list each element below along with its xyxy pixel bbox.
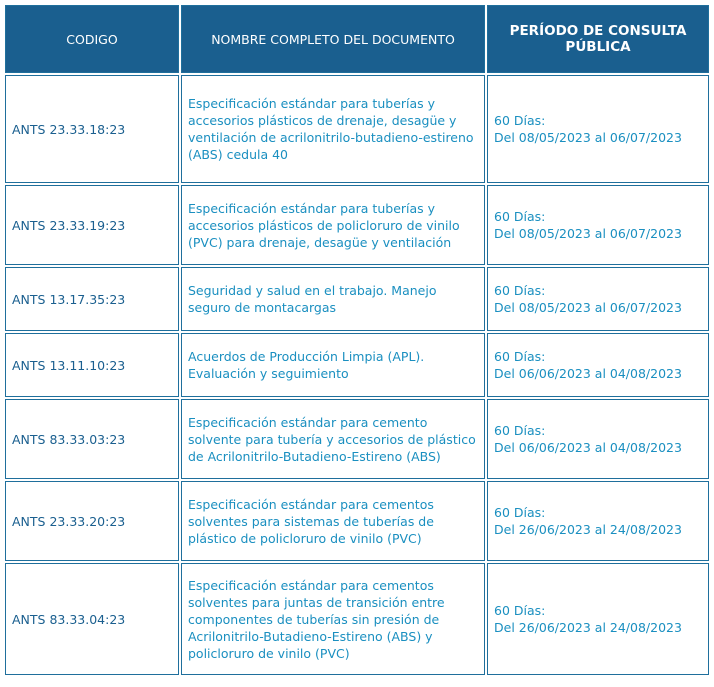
period-range: Del 26/06/2023 al 24/08/2023	[494, 522, 682, 537]
document-code: ANTS 23.33.19:23	[5, 185, 179, 265]
document-name: Especificación estándar para cementos solventes para juntas de transición entre componentes de tuberías sin presión de Acrilonitrilo-Butadieno-Estireno (ABS) y policloruro de vinilo (PVC)	[181, 563, 485, 675]
table-row	[5, 399, 709, 479]
table-row	[5, 267, 709, 331]
public-consultation-table	[3, 3, 711, 677]
period-range: Del 06/06/2023 al 04/08/2023	[494, 366, 682, 381]
table-row	[5, 333, 709, 397]
document-name: Acuerdos de Producción Limpia (APL). Evaluación y seguimiento	[181, 333, 485, 397]
document-code: ANTS 83.33.04:23	[5, 563, 179, 675]
consultation-period	[487, 399, 709, 479]
document-code: ANTS 23.33.20:23	[5, 481, 179, 561]
period-days: 60 Días:	[494, 423, 546, 438]
document-code: ANTS 83.33.03:23	[5, 399, 179, 479]
document-name: Seguridad y salud en el trabajo. Manejo seguro de montacargas	[181, 267, 485, 331]
document-code: ANTS 23.33.18:23	[5, 75, 179, 183]
period-range: Del 08/05/2023 al 06/07/2023	[494, 130, 682, 145]
header-code: CODIGO	[5, 5, 179, 73]
period-range: Del 08/05/2023 al 06/07/2023	[494, 226, 682, 241]
consultation-period	[487, 563, 709, 675]
period-days: 60 Días:	[494, 113, 546, 128]
consultation-period	[487, 75, 709, 183]
table-row	[5, 563, 709, 675]
consultation-period	[487, 481, 709, 561]
period-days: 60 Días:	[494, 603, 546, 618]
period-days: 60 Días:	[494, 283, 546, 298]
consultation-period	[487, 333, 709, 397]
document-code: ANTS 13.11.10:23	[5, 333, 179, 397]
consultation-table-wrapper	[3, 3, 711, 677]
header-document-name: NOMBRE COMPLETO DEL DOCUMENTO	[181, 5, 485, 73]
document-name: Especificación estándar para tuberías y accesorios plásticos de policloruro de vinilo (PVC) para drenaje, desagüe y ventilación	[181, 185, 485, 265]
table-row	[5, 185, 709, 265]
document-name: Especificación estándar para cemento solvente para tubería y accesorios de plástico de Acrilonitrilo-Butadieno-Estireno (ABS)	[181, 399, 485, 479]
consultation-period	[487, 267, 709, 331]
period-range: Del 06/06/2023 al 04/08/2023	[494, 440, 682, 455]
header-consultation-period: PERÍODO DE CONSULTA PÚBLICA	[487, 5, 709, 73]
table-row	[5, 75, 709, 183]
consultation-period	[487, 185, 709, 265]
table-header-row	[5, 5, 709, 73]
period-days: 60 Días:	[494, 209, 546, 224]
document-name: Especificación estándar para tuberías y accesorios plásticos de drenaje, desagüe y ventilación de acrilonitrilo-butadieno-estireno (ABS) cedula 40	[181, 75, 485, 183]
document-code: ANTS 13.17.35:23	[5, 267, 179, 331]
period-days: 60 Días:	[494, 349, 546, 364]
period-days: 60 Días:	[494, 505, 546, 520]
period-range: Del 08/05/2023 al 06/07/2023	[494, 300, 682, 315]
period-range: Del 26/06/2023 al 24/08/2023	[494, 620, 682, 635]
document-name: Especificación estándar para cementos solventes para sistemas de tuberías de plástico de policloruro de vinilo (PVC)	[181, 481, 485, 561]
table-row	[5, 481, 709, 561]
